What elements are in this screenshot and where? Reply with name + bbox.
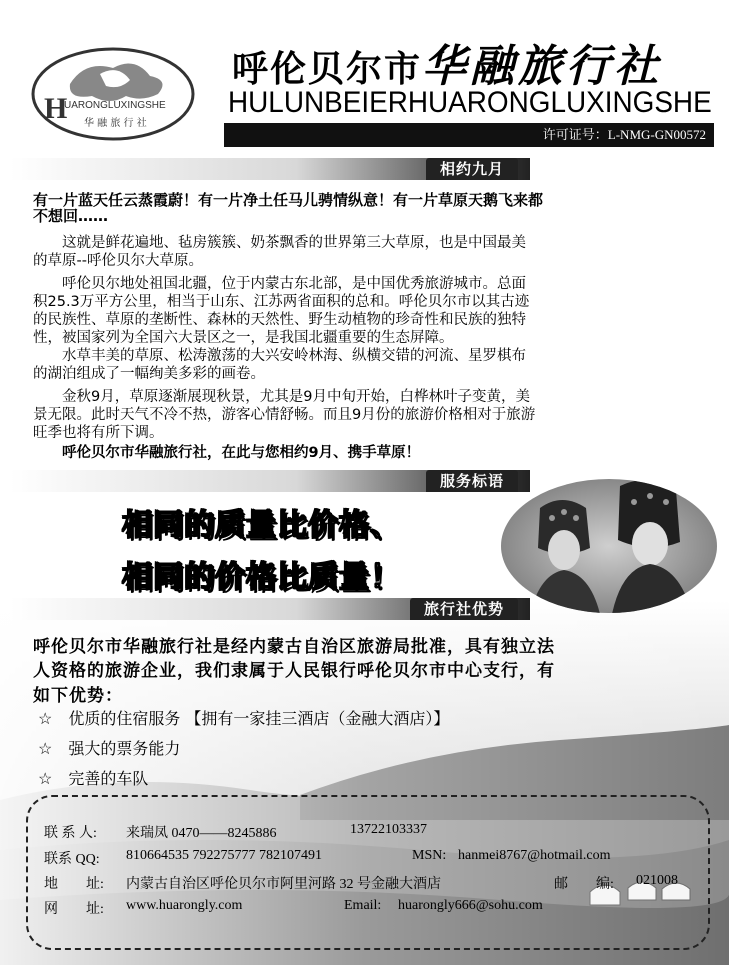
closing-line: 呼伦贝尔市华融旅行社，在此与您相约9月、携手草原！ (33, 445, 421, 461)
banner-label: 相约九月 (426, 158, 518, 180)
banner-label: 旅行社优势 (410, 598, 518, 620)
star-icon: ☆ (38, 739, 53, 758)
page-title (232, 30, 662, 94)
contact-qq-value: 810664535 792275777 782107491 (126, 848, 322, 863)
paragraph-line: 景无限。此时天气不冷不热，游客心情舒畅。而且9月份的旅游价格相对于旅游 (33, 407, 536, 423)
contact-postcode-label: 邮 编: (554, 877, 614, 892)
contact-postcode-value: 021008 (636, 873, 678, 888)
advantage-item (38, 766, 148, 789)
contact-website-link[interactable]: www.huarongly.com (126, 898, 243, 913)
advantage-text: 完善的车队 (68, 769, 149, 788)
paragraph-line: 性，被国家列为全国六大景区之一，是我国北疆重要的生态屏障。 (33, 330, 454, 346)
paragraph-line: 积25.3万平方公里，相当于山东、江苏两省面积的总和。呼伦贝尔市以其古迹 (33, 294, 530, 310)
paragraph-line: 的民族性、草原的垄断性、森林的天然性、野生动植物的珍奇性和民族的独特 (33, 312, 526, 328)
company-logo (30, 46, 196, 142)
section-banner-advantages (10, 598, 530, 620)
contact-email-link[interactable]: huarongly666@sohu.com (398, 898, 543, 913)
logo-english-text: UARONGLUXINGSHE (64, 100, 166, 111)
advantages-intro-line-1: 呼伦贝尔市华融旅行社是经内蒙古自治区旅游局批准，具有独立法 (33, 637, 555, 657)
slogan-line-2: 相同的价格比质量！ (122, 560, 401, 595)
logo-letter: H (44, 92, 68, 125)
title-city: 呼伦贝尔市 (232, 48, 423, 90)
advantage-text: 强大的票务能力 (68, 739, 181, 758)
slogan-line-1: 相同的质量比价格、 (122, 508, 401, 543)
banner-label: 服务标语 (426, 470, 518, 492)
mongolian-women-photo (500, 478, 718, 614)
contact-person-value: 来瑞凤 0470——8245886 (126, 826, 277, 841)
title-brand: 华融旅行社 (422, 41, 663, 92)
contact-email-label: Email: (344, 898, 382, 913)
advantages-intro-line-3: 如下优势： (33, 686, 123, 706)
lead-line-1: 有一片蓝天任云蒸霞蔚！有一片净土任马儿骋情纵意！有一片草原天鹅飞来都 (33, 191, 544, 209)
advantages-intro-line-2: 人资格的旅游企业，我们隶属于人民银行呼伦贝尔市中心支行，有 (33, 661, 555, 681)
lead-line-2: 不想回…… (33, 207, 109, 225)
paragraph-line: 旺季也将有所下调。 (33, 425, 164, 441)
advantage-item (38, 706, 449, 729)
paragraph-line: 金秋9月，草原逐渐展现秋景，尤其是9月中旬开始，白桦林叶子变黄，美 (33, 389, 530, 405)
contact-person-label: 联 系 人: (44, 826, 97, 841)
advantage-item (38, 736, 180, 759)
star-icon: ☆ (38, 709, 53, 728)
paragraph-line: 的湖泊组成了一幅绚美多彩的画卷。 (33, 366, 265, 382)
logo-chinese-text: 华 融 旅 行 社 (84, 118, 147, 129)
paragraph-line: 水草丰美的草原、松涛激荡的大兴安岭林海、纵横交错的河流、星罗棋布 (33, 348, 526, 364)
contact-qq-label: 联系 QQ: (44, 852, 100, 867)
contact-address-value: 内蒙古自治区呼伦贝尔市阿里河路 32 号金融大酒店 (126, 877, 441, 892)
license-number: 许可证号：L-NMG-GN00572 (224, 123, 714, 147)
paragraph-line: 这就是鲜花遍地、毡房簇簇、奶茶飘香的世界第三大草原，也是中国最美 (33, 235, 526, 251)
contact-msn-label: MSN: (412, 848, 447, 863)
paragraph-line: 的草原--呼伦贝尔大草原。 (33, 253, 203, 269)
star-icon: ☆ (38, 769, 53, 788)
section-banner-september (10, 158, 530, 180)
contact-address-label: 地 址: (44, 877, 104, 892)
paragraph-line: 呼伦贝尔地处祖国北疆，位于内蒙古东北部，是中国优秀旅游城市。总面 (33, 276, 526, 292)
title-english: HULUNBEIERHUARONGLUXINGSHE (228, 86, 712, 119)
section-banner-slogan (10, 470, 530, 492)
advantage-text: 优质的住宿服务 【拥有一家挂三酒店（金融大酒店）】 (68, 709, 450, 728)
contact-msn-value[interactable]: hanmei8767@hotmail.com (458, 848, 611, 863)
contact-website-label: 网 址: (44, 902, 104, 917)
contact-mobile: 13722103337 (350, 822, 427, 837)
